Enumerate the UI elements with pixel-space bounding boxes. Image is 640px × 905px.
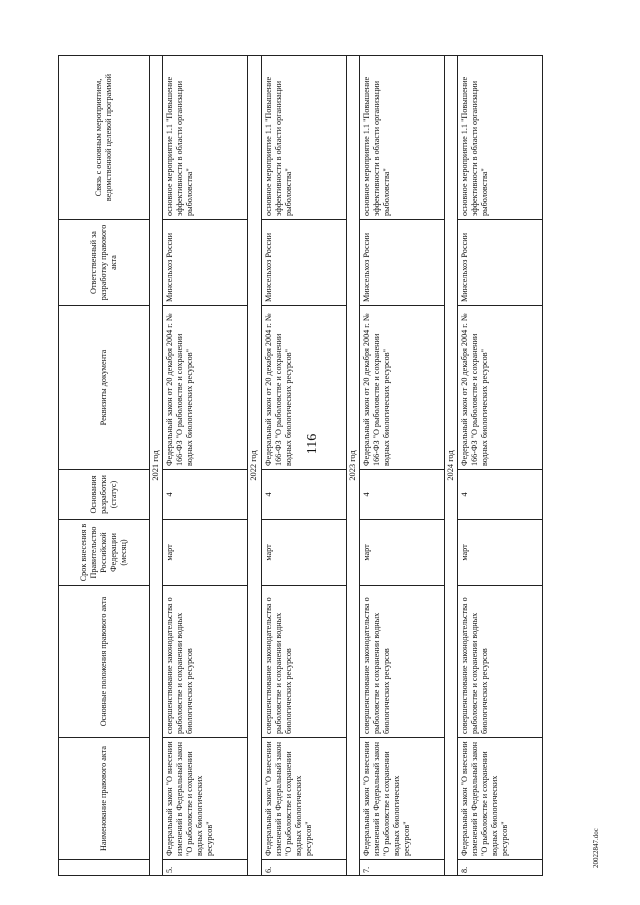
act-name: Федеральный закон "О внесении изменений в Федеральный закон "О рыболовстве и сохранении водных биологических ресурсов" (359, 738, 444, 860)
act-status: 4 (359, 470, 444, 520)
year-row (444, 56, 457, 876)
table-header-row (59, 56, 150, 876)
act-provisions: совершенствование законодательства о рыболовстве и сохранении водных биологических ресурсов (359, 586, 444, 738)
act-link: основное мероприятие 1.1 "Повышение эффективности в области организации рыболовства" (359, 56, 444, 220)
table-row (261, 56, 346, 876)
act-requisites: Федеральный закон от 20 декабря 2004 г. № 166-ФЗ "О рыболовстве и сохранении водных биологических ресурсов" (261, 306, 346, 470)
act-name: Федеральный закон "О внесении изменений в Федеральный закон "О рыболовстве и сохранении водных биологических ресурсов" (458, 738, 543, 860)
year-row (248, 56, 261, 876)
year-label: 2023 год (346, 56, 359, 876)
table-row (163, 56, 248, 876)
act-name: Федеральный закон "О внесении изменений в Федеральный закон "О рыболовстве и сохранении водных биологических ресурсов" (163, 738, 248, 860)
footer-filename: 20022847.doc (592, 828, 600, 868)
table-row (458, 56, 543, 876)
act-provisions: совершенствование законодательства о рыболовстве и сохранении водных биологических ресурсов (261, 586, 346, 738)
legal-acts-table (58, 55, 543, 876)
act-status: 4 (458, 470, 543, 520)
act-responsible: Минсельхоз России (458, 220, 543, 306)
act-requisites: Федеральный закон от 20 декабря 2004 г. № 166-ФЗ "О рыболовстве и сохранении водных биологических ресурсов" (458, 306, 543, 470)
act-status: 4 (261, 470, 346, 520)
act-responsible: Минсельхоз России (261, 220, 346, 306)
year-row (150, 56, 163, 876)
act-provisions: совершенствование законодательства о рыболовстве и сохранении водных биологических ресурсов (458, 586, 543, 738)
year-label: 2021 год (150, 56, 163, 876)
act-term: март (163, 520, 248, 586)
act-requisites: Федеральный закон от 20 декабря 2004 г. № 166-ФЗ "О рыболовстве и сохранении водных биологических ресурсов" (163, 306, 248, 470)
header-provisions: Основные положения правового акта (59, 586, 150, 738)
act-requisites: Федеральный закон от 20 декабря 2004 г. № 166-ФЗ "О рыболовстве и сохранении водных биологических ресурсов" (359, 306, 444, 470)
row-number: 8. (458, 860, 543, 876)
header-status: Основания разработки (статус) (59, 470, 150, 520)
act-provisions: совершенствование законодательства о рыболовстве и сохранении водных биологических ресурсов (163, 586, 248, 738)
row-number: 5. (163, 860, 248, 876)
act-term: март (458, 520, 543, 586)
header-responsible: Ответственный за разработку правового акта (59, 220, 150, 306)
act-status: 4 (163, 470, 248, 520)
year-row (346, 56, 359, 876)
year-label: 2022 год (248, 56, 261, 876)
act-term: март (359, 520, 444, 586)
year-label: 2024 год (444, 56, 457, 876)
act-name: Федеральный закон "О внесении изменений в Федеральный закон "О рыболовстве и сохранении водных биологических ресурсов" (261, 738, 346, 860)
page-number: 116 (305, 433, 320, 455)
header-requisites: Реквизиты документа (59, 306, 150, 470)
table-row (359, 56, 444, 876)
act-responsible: Минсельхоз России (163, 220, 248, 306)
header-name: Наименование правового акта (59, 738, 150, 860)
act-responsible: Минсельхоз России (359, 220, 444, 306)
header-num (59, 860, 150, 876)
row-number: 6. (261, 860, 346, 876)
act-link: основное мероприятие 1.1 "Повышение эффективности в области организации рыболовства" (458, 56, 543, 220)
header-term: Срок внесения в Правительство Российской Федерации (месяц) (59, 520, 150, 586)
act-link: основное мероприятие 1.1 "Повышение эффективности в области организации рыболовства" (163, 56, 248, 220)
act-link: основное мероприятие 1.1 "Повышение эффективности в области организации рыболовства" (261, 56, 346, 220)
header-link: Связь с основным мероприятием, ведомственной целевой программой (59, 56, 150, 220)
row-number: 7. (359, 860, 444, 876)
act-term: март (261, 520, 346, 586)
document-table-container (58, 56, 580, 876)
